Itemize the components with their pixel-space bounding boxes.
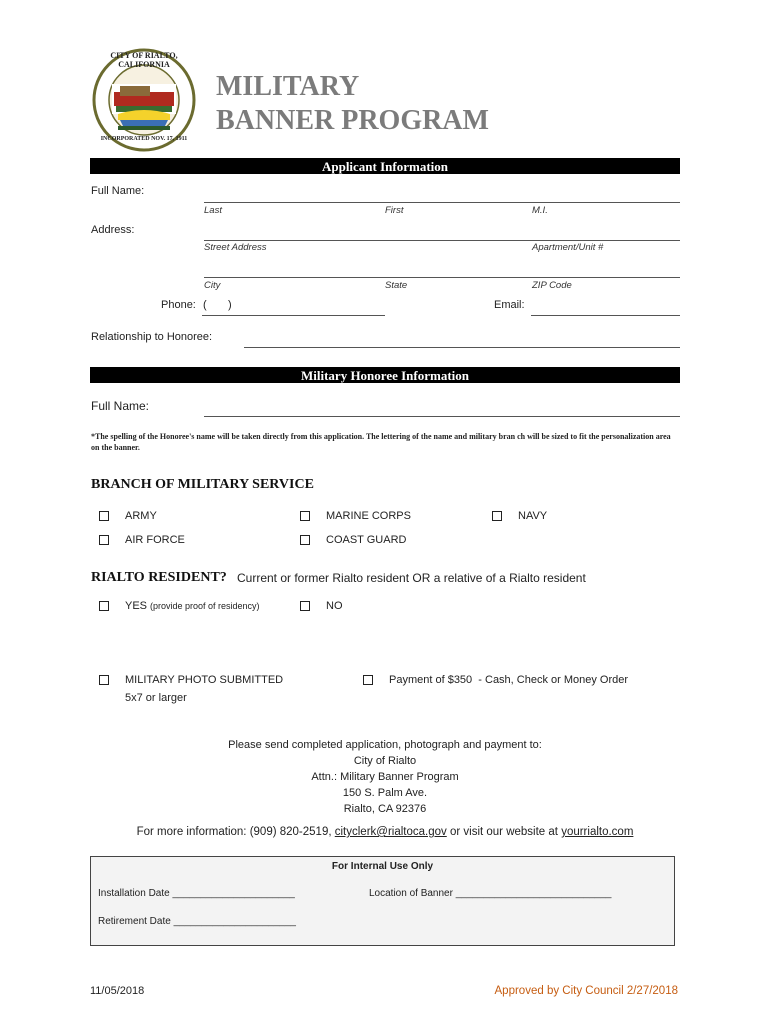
street-address-sublabel: Street Address: [204, 242, 267, 253]
address-label: Address:: [91, 224, 135, 236]
applicant-full-name-label: Full Name:: [91, 185, 145, 197]
retirement-date-field[interactable]: Retirement Date ______________________: [98, 916, 296, 927]
banner-location-field[interactable]: Location of Banner ____________________________: [369, 888, 612, 899]
contact-prefix: For more information: (909) 820-2519,: [136, 826, 332, 838]
email-label: Email:: [494, 299, 525, 311]
phone-field[interactable]: [202, 315, 385, 316]
air-force-label: AIR FORCE: [125, 534, 185, 546]
mailing-recipient: City of Rialto: [353, 755, 417, 767]
email-field[interactable]: [531, 315, 680, 316]
website-link[interactable]: yourrialto.com: [561, 826, 634, 838]
phone-label: Phone:: [161, 299, 196, 311]
resident-yes-checkbox[interactable]: [99, 601, 109, 611]
marine-corps-checkbox[interactable]: [300, 511, 310, 521]
last-name-sublabel: Last: [204, 205, 222, 216]
city-state-zip-field[interactable]: [204, 277, 680, 278]
army-checkbox[interactable]: [99, 511, 109, 521]
council-approval: Approved by City Council 2/27/2018: [494, 985, 678, 997]
contact-email-link[interactable]: cityclerk@rialtoca.gov: [334, 826, 447, 838]
coast-guard-label: COAST GUARD: [326, 534, 407, 546]
city-seal-logo: [92, 48, 196, 152]
resident-no-checkbox[interactable]: [300, 601, 310, 611]
revision-date: 11/05/2018: [90, 985, 145, 997]
street-address-field[interactable]: [204, 240, 680, 241]
seal-bottom-text: INCORPORATED NOV. 17, 1911: [100, 136, 188, 142]
honoree-spelling-note: *The spelling of the Honoree's name will be taken directly from this application. The lettering of the name and military bran ch will be sized to fit the personalization area on the banner.: [91, 432, 671, 452]
contact-line: [90, 826, 680, 838]
resident-heading: RIALTO RESIDENT?: [91, 570, 227, 585]
applicant-section-header: Applicant Information: [90, 158, 680, 174]
photo-submitted-checkbox[interactable]: [99, 675, 109, 685]
marine-corps-label: MARINE CORPS: [326, 510, 411, 522]
internal-use-title: For Internal Use Only: [331, 861, 434, 872]
navy-label: NAVY: [518, 510, 548, 522]
photo-submitted-label: MILITARY PHOTO SUBMITTED: [125, 674, 284, 686]
photo-size-note: 5x7 or larger: [125, 692, 187, 704]
air-force-checkbox[interactable]: [99, 535, 109, 545]
relationship-label: Relationship to Honoree:: [91, 331, 213, 343]
contact-middle: or visit our website at: [449, 826, 558, 838]
seal-ring-text: CITY OF RIALTO, CALIFORNIA: [110, 51, 178, 69]
mailing-attention: Attn.: Military Banner Program: [311, 771, 459, 783]
branch-heading: BRANCH OF MILITARY SERVICE: [91, 477, 314, 492]
navy-checkbox[interactable]: [492, 511, 502, 521]
resident-no-label: NO: [326, 600, 343, 612]
first-name-sublabel: First: [385, 205, 404, 216]
phone-area-code: ( ): [203, 299, 232, 311]
army-label: ARMY: [125, 510, 157, 522]
mailing-instruction: Please send completed application, photograph and payment to:: [228, 739, 542, 751]
resident-subheading: Current or former Rialto resident OR a relative of a Rialto resident: [237, 571, 586, 585]
resident-yes-note: (provide proof of residency): [150, 601, 260, 611]
applicant-full-name-field[interactable]: [204, 202, 680, 203]
internal-use-box: [90, 856, 675, 946]
mailing-city: Rialto, CA 92376: [343, 803, 427, 815]
installation-date-field[interactable]: Installation Date ______________________: [98, 888, 295, 899]
payment-checkbox[interactable]: [363, 675, 373, 685]
resident-yes-label: YES: [125, 600, 148, 612]
middle-initial-sublabel: M.I.: [532, 205, 548, 216]
honoree-section-header: Military Honoree Information: [90, 367, 680, 383]
honoree-full-name-label: Full Name:: [91, 399, 150, 413]
city-sublabel: City: [204, 280, 221, 291]
relationship-field[interactable]: [244, 347, 680, 348]
mailing-street: 150 S. Palm Ave.: [342, 787, 428, 799]
honoree-full-name-field[interactable]: [204, 416, 680, 417]
page-title-line2: BANNER PROGRAM: [216, 105, 489, 136]
page-title-line1: MILITARY: [216, 71, 360, 102]
apartment-sublabel: Apartment/Unit #: [532, 242, 604, 253]
coast-guard-checkbox[interactable]: [300, 535, 310, 545]
state-sublabel: State: [385, 280, 408, 291]
payment-label: Payment of $350 - Cash, Check or Money Order: [389, 674, 629, 686]
zip-sublabel: ZIP Code: [532, 280, 572, 291]
